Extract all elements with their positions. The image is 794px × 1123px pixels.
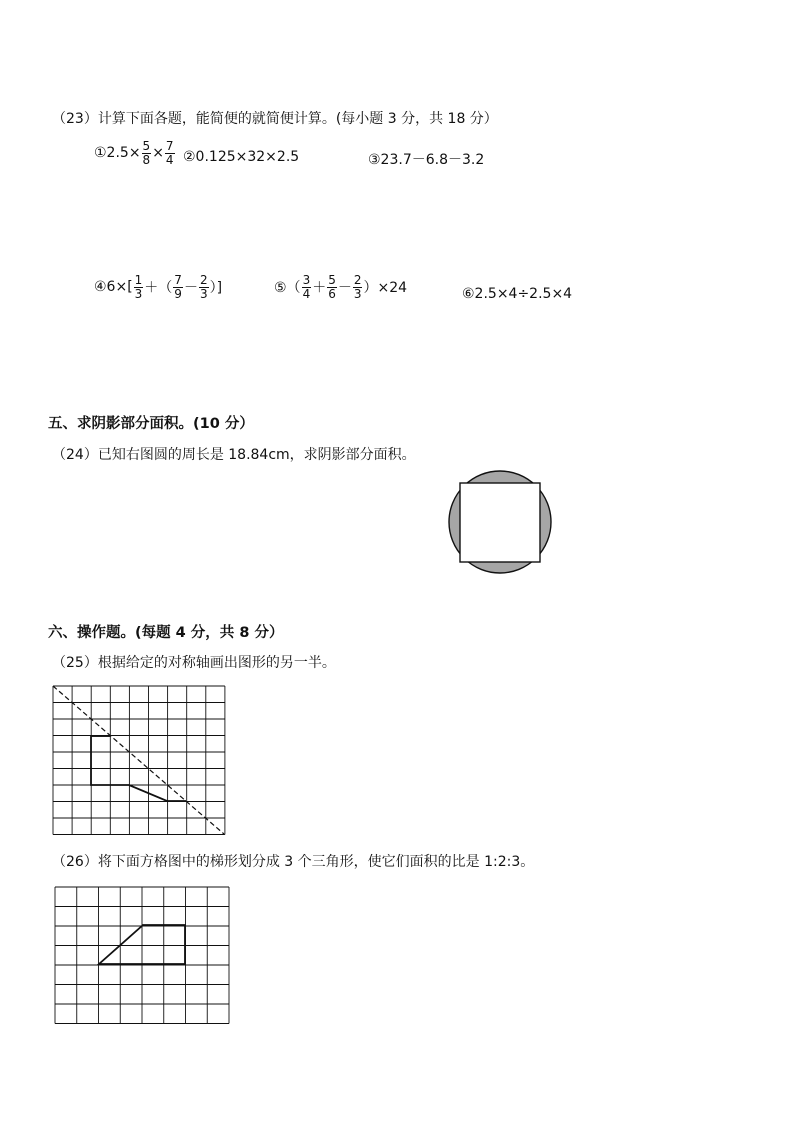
q23-title: （23）计算下面各题，能简便的就简便计算。(每小题 3 分，共 18 分） [52,111,498,127]
q24-text: （24）已知右图圆的周长是 18.84cm，求阴影部分面积。 [52,447,416,463]
section-6-heading: 六、操作题。(每题 4 分，共 8 分） [48,625,284,641]
q23-problem-3: ③23.7－6.8－3.2 [368,152,485,168]
q23-problem-4: ④6×[ $\frac{1}{3}$ ＋（ $\frac{7}{9}$ － $\frac{2}{3}$ ）] [94,273,223,301]
fraction: $\frac{5}{8}$ [142,139,151,167]
inscribed-square [460,483,540,562]
fraction: $\frac{1}{3}$ [134,273,143,301]
fraction: $\frac{3}{4}$ [302,273,311,301]
circle-square-figure [446,470,554,578]
symmetry-grid-figure [50,683,230,839]
trapezoid-grid-figure [52,884,232,1026]
section-5-heading: 五、求阴影部分面积。(10 分） [48,416,254,432]
fraction: $\frac{2}{3}$ [199,273,208,301]
q23-problem-5: ⑤（ $\frac{3}{4}$ ＋ $\frac{5}{6}$ － $\frac{2}{3}$ ）×24 [274,273,408,301]
grid-lines [55,887,229,1024]
q25-text: （25）根据给定的对称轴画出图形的另一半。 [52,655,336,671]
symmetry-axis [53,686,224,834]
q26-text: （26）将下面方格图中的梯形划分成 3 个三角形，使它们面积的比是 1:2:3。 [52,854,535,870]
q23-problem-2: ②0.125×32×2.5 [183,149,300,165]
fraction: $\frac{5}{6}$ [328,273,336,301]
fraction: $\frac{7}{4}$ [165,139,174,167]
fraction: $\frac{2}{3}$ [353,273,362,301]
fraction: $\frac{7}{9}$ [174,273,182,301]
q23-problem-6: ⑥2.5×4÷2.5×4 [462,286,573,302]
q23-problem-1: ①2.5× $\frac{5}{8}$ × $\frac{7}{4}$ [94,139,174,167]
